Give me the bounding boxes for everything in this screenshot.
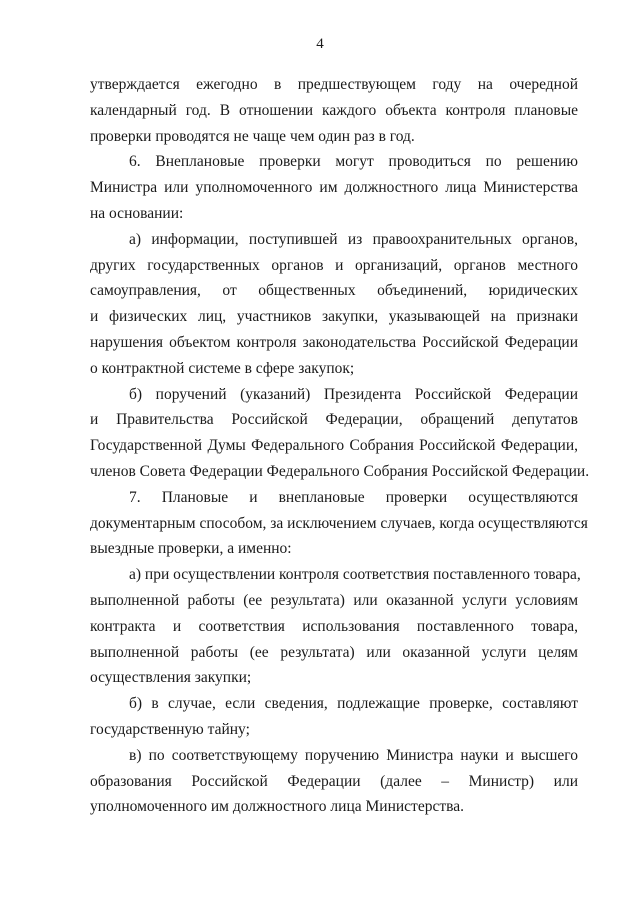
text-line: б) в случае, если сведения, подлежащие проверке, составляют bbox=[129, 695, 578, 713]
text-line: документарным способом, за исключением случаев, когда осуществляются bbox=[90, 514, 588, 532]
paragraph-item-7 bbox=[90, 485, 588, 562]
text-line: на основании: bbox=[90, 204, 184, 222]
text-line: б) поручений (указаний) Президента Российской Федерации bbox=[129, 385, 578, 403]
text-line: выполненной работы (ее результата) или оказанной услуги целям bbox=[90, 643, 578, 661]
paragraph-item-7v bbox=[90, 743, 578, 820]
text-line: и Правительства Российской Федерации, обращений депутатов bbox=[90, 411, 578, 429]
text-line: контракта и соответствия использования поставленного товара, bbox=[90, 617, 578, 635]
paragraph-continuation bbox=[90, 72, 578, 149]
text-line: Государственной Думы Федерального Собрания Российской Федерации, bbox=[90, 437, 578, 455]
paragraph-item-6b bbox=[90, 382, 590, 485]
text-line: самоуправления, от общественных объединений, юридических bbox=[90, 282, 578, 300]
text-line: нарушения объектом контроля законодательства Российской Федерации bbox=[90, 333, 578, 351]
paragraph-item-6a bbox=[90, 227, 578, 382]
text-line: о контрактной системе в сфере закупок; bbox=[90, 359, 355, 377]
text-line: утверждается ежегодно в предшествующем году на очередной bbox=[90, 76, 578, 93]
text-line: 6. Внеплановые проверки могут проводиться по решению bbox=[129, 153, 578, 171]
paragraph-item-7b bbox=[90, 691, 578, 743]
text-line: осуществления закупки; bbox=[90, 669, 252, 687]
text-line: а) при осуществлении контроля соответствия поставленного товара, bbox=[129, 566, 581, 584]
paragraph-item-6 bbox=[90, 149, 578, 226]
text-line: выполненной работы (ее результата) или оказанной услуги условиям bbox=[90, 591, 578, 609]
text-line: выездные проверки, а именно: bbox=[90, 540, 292, 558]
text-line: в) по соответствующему поручению Министра науки и высшего bbox=[129, 746, 578, 764]
text-line: проверки проводятся не чаще чем один раз в год. bbox=[90, 127, 415, 145]
text-line: а) информации, поступившей из правоохранительных органов, bbox=[129, 230, 578, 248]
text-line: других государственных органов и организаций, органов местного bbox=[90, 256, 578, 274]
text-line: календарный год. В отношении каждого объекта контроля плановые bbox=[90, 101, 578, 119]
paragraph-item-7a bbox=[90, 562, 581, 691]
text-line: членов Совета Федерации Федерального Собрания Российской Федерации. bbox=[90, 462, 590, 480]
text-line: образования Российской Федерации (далее – Министр) или bbox=[90, 772, 578, 790]
text-line: государственную тайну; bbox=[90, 720, 250, 738]
text-line: Министра или уполномоченного им должностного лица Министерства bbox=[90, 179, 578, 197]
text-line: уполномоченного им должностного лица Министерства. bbox=[90, 798, 464, 816]
text-line: 7. Плановые и внеплановые проверки осуществляются bbox=[129, 488, 578, 506]
document-body bbox=[90, 72, 590, 820]
page-number: 4 bbox=[316, 36, 324, 52]
text-line: и физических лиц, участников закупки, указывающей на признаки bbox=[90, 308, 578, 326]
